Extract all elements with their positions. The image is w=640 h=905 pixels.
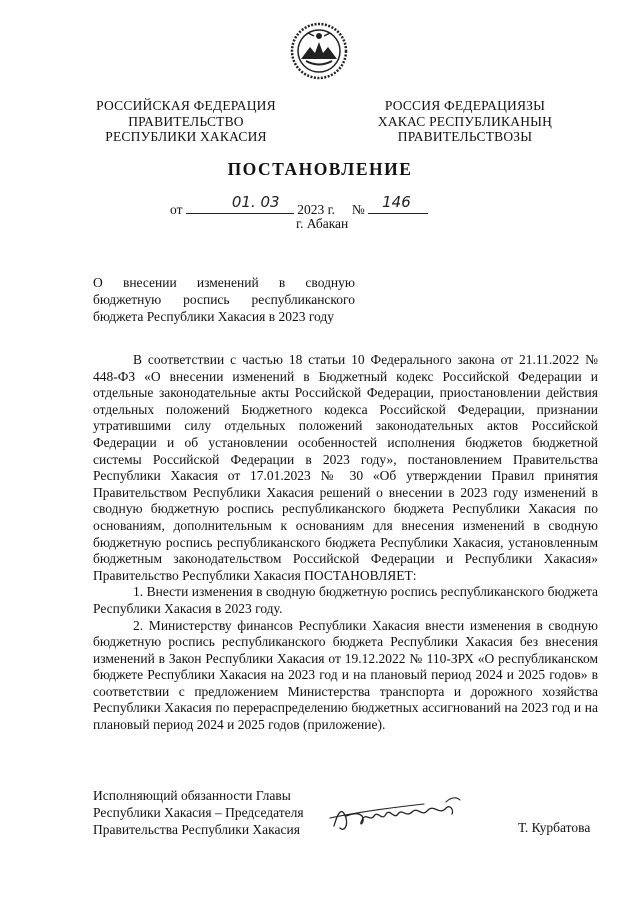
document-subject: О внесении изменений в сводную бюджетную роспись республиканского бюджета Республики Хакасия в 2023 году: [93, 275, 355, 325]
signatory-position-line: Республики Хакасия – Председателя: [93, 805, 304, 820]
header-left-line: ПРАВИТЕЛЬСТВО: [128, 113, 244, 129]
header-right-khakas: [354, 98, 576, 145]
signatory-position-line: Исполняющий обязанности Главы: [93, 788, 291, 803]
signatory-position: [93, 787, 304, 838]
date-prefix: от: [170, 202, 183, 217]
signatory-name: Т. Курбатова: [518, 820, 591, 835]
header-left-russian: [86, 98, 286, 145]
coat-of-arms-emblem: [286, 22, 352, 80]
document-body: [93, 352, 598, 734]
number-field: [368, 193, 428, 214]
header-left-line: РОССИЙСКАЯ ФЕДЕРАЦИЯ: [96, 98, 276, 113]
header-left-line: РЕСПУБЛИКИ ХАКАСИЯ: [105, 129, 267, 144]
handwritten-date: 01. 03: [231, 193, 280, 211]
signatory-position-line: Правительства Республики Хакасия: [93, 822, 300, 837]
handwritten-signature: [328, 792, 474, 838]
year-label: 2023 г.: [297, 202, 335, 217]
body-paragraph: 2. Министерству финансов Республики Хакасия внести изменения в сводную бюджетную роспись республиканского бюджета Республики Хакасия без внесения изменений в Закон Республики Хакасия от 19.12.2022 № 110-ЗРХ «О республиканском бюджете Республики Хакасия на 2023 год и на плановый период 2024 и 2025 годов» в соответствии с предложением Министерства транспорта и дорожного хозяйства Республики Хакасия по перераспределению бюджетных ассигнований на 2023 год и на плановый период 2024 и 2025 годов (приложение).: [93, 617, 598, 733]
body-paragraph: 1. Внести изменения в сводную бюджетную роспись республиканского бюджета Республики Хакасия в 2023 году.: [93, 584, 598, 616]
header-right-line: ХАКАС РЕСПУБЛИКАНЫҢ: [377, 113, 553, 129]
header-right-line: РОССИЯ ФЕДЕРАЦИЯЗЫ: [384, 98, 546, 113]
number-sign: №: [351, 202, 365, 217]
date-field: [186, 193, 294, 214]
body-paragraph: В соответствии с частью 18 статьи 10 Федерального закона от 21.11.2022 № 448-ФЗ «О внесении изменений в Бюджетный кодекс Российской Федерации и отдельные законодательные акты Российской Федерации, приостановлении действия отдельных положений Бюджетного кодекса Российской Федерации, признании утратившими силу отдельных положений законодательных актов Российской Федерации и об установлении особенностей исполнения бюджетов бюджетной системы Российской Федерации в 2023 году», постановлением Правительства Республики Хакасия от 17.01.2023 № 30 «Об утверждении Правил принятия Правительством Республики Хакасия решений о внесении в 2023 году изменений в сводную бюджетную роспись республиканского бюджета Республики Хакасия по основаниям, дополнительным к основаниям для внесения изменений в сводную бюджетную роспись республиканского бюджета Республики Хакасия, установленным бюджетным законодательством Российской Федерации и Республики Хакасия» Правительство Республики Хакасия ПОСТАНОВЛЯЕТ:: [93, 352, 598, 583]
document-title: ПОСТАНОВЛЕНИЕ: [227, 159, 413, 179]
header-right-line: ПРАВИТЕЛЬСТВОЗЫ: [397, 129, 533, 144]
handwritten-number: 146: [382, 193, 411, 211]
city-label: г. Абакан: [296, 216, 349, 231]
